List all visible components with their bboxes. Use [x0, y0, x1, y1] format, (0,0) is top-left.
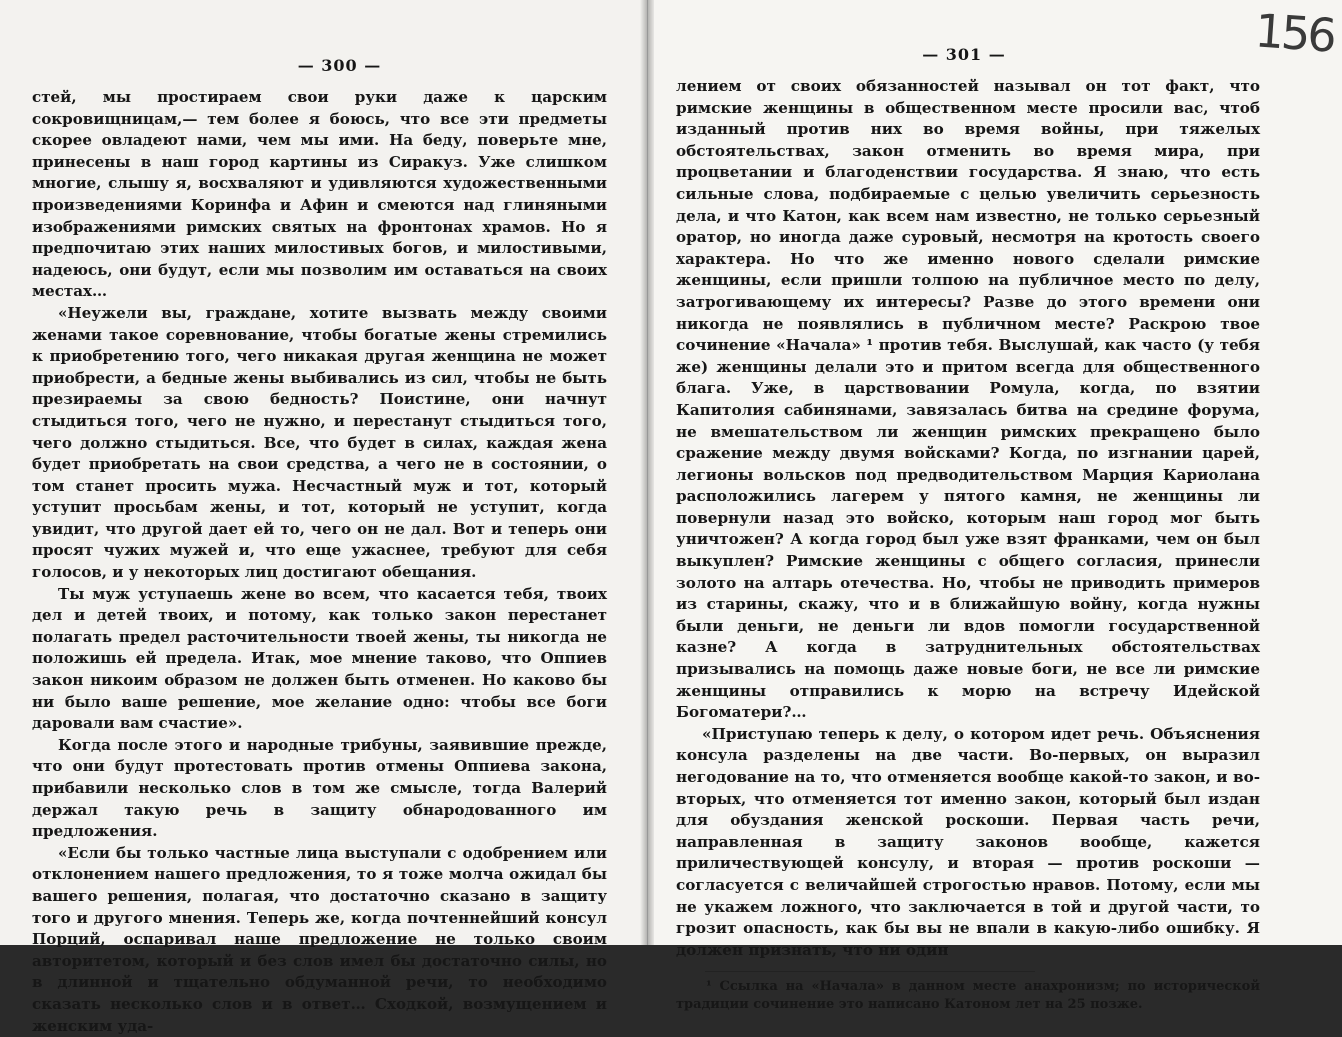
- left-page-text: [32, 87, 607, 1037]
- paragraph: Когда после этого и народные трибуны, заявившие прежде, что они будут протестовать против отмены Оппиева закона, прибавили несколько слов в том же смысле, тогда Валерий держал такую речь в защиту обнародованного им предложения.: [32, 735, 607, 841]
- handwritten-archive-mark: 156: [1253, 3, 1336, 63]
- footnote-divider: [705, 971, 1035, 972]
- paragraph: «Если бы только частные лица выступали с одобрением или отклонением нашего предложения, то я тоже молча ожидал бы вашего решения, полагая, что достаточно сказано в защиту того и другого мнения. Теперь же, когда почтеннейший консул Порций, оспаривал наше предложение не только своим авторитетом, который и без слов имел бы достаточно силы, но в длинной и тщательно обдуманной речи, то необходимо сказать несколько слов и в ответ… Сходкой, возмущением и женским уда-: [32, 843, 607, 1035]
- page-number-right: — 301 —: [922, 45, 1006, 64]
- paragraph: «Приступаю теперь к делу, о котором идет речь. Объяснения консула разделены на две части. Во-первых, он выразил негодование на то, что отменяется вообще какой-то закон, и во-вторых, что отменяется тот именно закон, который был издан для обуздания женской роскоши. Первая часть речи, направленная в защиту законов вообще, кажется приличествующей консулу, и вторая — против роскоши — согласуется с величайшей строгостью нравов. Потому, если мы не укажем ложного, что заключается в той и другой части, то грозит опасность, как бы вы не впали в какую-либо ошибку. Я должен признать, что ни один: [676, 724, 1260, 959]
- right-page-text: [676, 76, 1260, 961]
- footnote: [676, 978, 1260, 1014]
- paragraph: стей, мы простираем свои руки даже к царским сокровищницам,— тем более я боюсь, что все эти предметы скорее овладеют нами, чем мы ими. На беду, поверьте мне, принесены в наш город картины из Сиракуз. Уже слишком многие, слышу я, восхваляют и удивляются художественными произведениями Коринфа и Афин и смеются над глиняными изображениями римских святых на фронтонах храмов. Но я предпочитаю этих наших милостивых богов, и милостивыми, надеюсь, они будут, если мы позволим им оставаться на своих местах…: [32, 88, 607, 301]
- paragraph: Ты муж уступаешь жене во всем, что касается тебя, твоих дел и детей твоих, и потому, как только закон перестанет полагать предел расточительности твоей жены, ты никогда не положишь ей предела. Итак, мое мнение таково, что Оппиев закон никоим образом не должен быть отменен. Но каково бы ни было ваше решение, мое желание одно: чтобы все боги даровали вам счастие».: [32, 584, 607, 733]
- footnote-text: ¹ Ссылка на «Начала» в данном месте анахронизм; по исторической традиции сочинение это написано Катоном лет на 25 позже.: [676, 979, 1260, 1013]
- left-page: [0, 0, 648, 1035]
- right-page: [648, 0, 1342, 1013]
- paragraph: «Неужели вы, граждане, хотите вызвать между своими женами такое соревнование, чтобы богатые жены стремились к приобретению того, чего никакая другая женщина не может приобрести, а бедные жены выбивались из сил, чтобы не быть презираемы за свою бедность? Поистине, они начнут стыдиться того, чего не нужно, и перестанут стыдиться того, чего должно стыдиться. Все, что будет в силах, каждая жена будет приобретать на свои средства, а чего не в состоянии, о том станет просить мужа. Несчастный муж и тот, который уступит просьбам жены, и тот, который не уступит, когда увидит, что другой дает ей то, чего он не дал. Вот и теперь они просят чужих мужей и, что еще ужаснее, требуют для себя голосов, и у некоторых лиц достигают обещания.: [32, 303, 607, 582]
- paragraph: лением от своих обязанностей называл он тот факт, что римские женщины в общественном месте просили вас, чтоб изданный против них во время войны, при тяжелых обстоятельствах, закон отменить во время мира, при процветании и благоденствии государства. Я знаю, что есть сильные слова, подбираемые с целью увеличить серьезность дела, и что Катон, как всем нам известно, не только серьезный оратор, но иногда даже суровый, несмотря на кротость своего характера. Но что же именно нового сделали римские женщины, если пришли толпою на публичное место по делу, затрогивающему их интересы? Разве до этого времени они никогда не появлялись в публичном месте? Раскрою твое сочинение «Начала» ¹ против тебя. Выслушай, как часто (у тебя же) женщины делали это и притом всегда для общественного блага. Уже, в царствовании Ромула, когда, по взятии Капитолия сабинянами, завязалась битва на средине форума, не вмешательством ли женщин римских прекращено было сражение между двумя войсками? Когда, по изгнании царей, легионы вольсков под предводительством Марция Кариолана расположились лагерем у пятого камня, не женщины ли повернули назад это войско, которым наш город мог быть уничтожен? А когда город был уже взят франками, чем он был выкуплен? Римские женщины с общего согласия, принесли золото на алтарь отечества. Но, чтобы не приводить примеров из старины, скажу, что и в ближайшую войну, когда нужны были деньги, не деньги ли вдов помогли государственной казне? А когда в затруднительных обстоятельствах призывались на помощь даже новые боги, не все ли римские женщины отправились к морю на встречу Идейской Богоматери?…: [676, 77, 1260, 722]
- page-number-left: — 300 —: [297, 56, 382, 75]
